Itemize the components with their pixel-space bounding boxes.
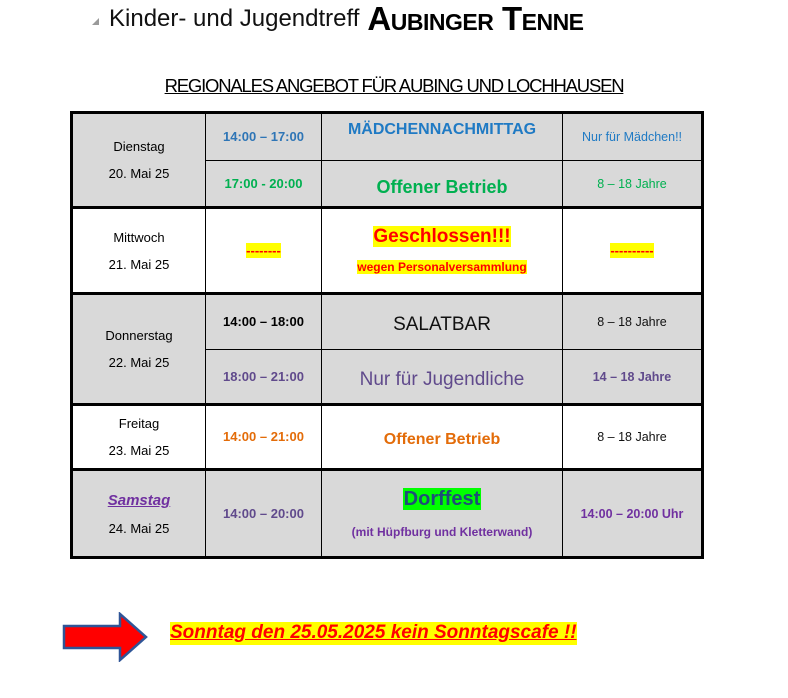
time-text: 17:00 - 20:00 [224, 175, 303, 191]
day-name: Donnerstag [105, 328, 173, 343]
day-date: 24. Mai 25 [108, 520, 170, 536]
time-cell [206, 405, 322, 470]
document-subtitle: REGIONALES ANGEBOT FÜR AUBING UND LOCHHAUSEN [164, 75, 624, 96]
closed-notice: Geschlossen!!! [373, 225, 511, 247]
header-title: Aubinger Tenne [367, 0, 584, 37]
note-text: 8 – 18 Jahre [597, 430, 667, 444]
activity-text: Dorffest [403, 488, 481, 510]
activity-text: SALATBAR [393, 314, 491, 335]
note-cell [563, 350, 703, 405]
note-cell [563, 470, 703, 558]
activity-cell [322, 470, 563, 558]
closed-reason: wegen Personalversammlung [357, 259, 527, 274]
note-cell [563, 208, 703, 294]
note-cell [563, 161, 703, 208]
activity-cell [322, 405, 563, 470]
time-cell [206, 161, 322, 208]
time-text: 14:00 – 17:00 [223, 129, 304, 144]
day-cell-thursday [72, 294, 206, 405]
day-cell-saturday [72, 470, 206, 558]
time-text: 14:00 – 18:00 [223, 314, 304, 329]
activity-text: Nur für Jugendliche [359, 368, 525, 390]
activity-text: Offener Betrieb [383, 431, 501, 448]
activity-cell [322, 113, 563, 161]
right-arrow-icon [62, 612, 148, 662]
activity-cell [322, 161, 563, 208]
note-text: 8 – 18 Jahre [597, 176, 667, 191]
collapse-triangle-icon[interactable] [92, 18, 99, 25]
day-name: Mittwoch [113, 229, 165, 245]
note-text: 14:00 – 20:00 Uhr [580, 506, 684, 521]
day-date: 23. Mai 25 [108, 443, 170, 458]
activity-cell [322, 208, 563, 294]
document-header [92, 0, 584, 38]
table-row [72, 470, 703, 558]
note-text: 14 – 18 Jahre [592, 369, 672, 384]
day-name: Freitag [118, 416, 160, 431]
time-cell [206, 208, 322, 294]
time-cell [206, 350, 322, 405]
note-text: ---------- [610, 242, 654, 258]
time-text: 14:00 – 21:00 [223, 429, 304, 444]
time-text: 18:00 – 21:00 [223, 368, 304, 384]
note-cell [563, 294, 703, 350]
schedule-table [70, 111, 704, 559]
time-text: -------- [246, 242, 281, 258]
day-cell-tuesday [72, 113, 206, 208]
header-prefix: Kinder- und Jugendtreff [109, 5, 360, 32]
note-cell [563, 405, 703, 470]
table-row [72, 294, 703, 350]
activity-cell [322, 294, 563, 350]
day-name: Dienstag [113, 139, 165, 154]
table-row [72, 208, 703, 294]
day-cell-friday [72, 405, 206, 470]
activity-cell [322, 350, 563, 405]
note-text: Nur für Mädchen!! [581, 130, 683, 144]
time-text: 14:00 – 20:00 [223, 505, 304, 521]
day-date: 21. Mai 25 [108, 256, 170, 272]
day-date: 22. Mai 25 [108, 355, 170, 370]
day-date: 20. Mai 25 [108, 166, 170, 181]
note-text: 8 – 18 Jahre [597, 315, 667, 329]
time-cell [206, 113, 322, 161]
note-cell [563, 113, 703, 161]
day-cell-wednesday [72, 208, 206, 294]
time-cell [206, 294, 322, 350]
day-name: Samstag [107, 491, 171, 509]
time-cell [206, 470, 322, 558]
activity-text: MÄDCHENNACHMITTAG [347, 121, 537, 138]
activity-subtext: (mit Hüpfburg und Kletterwand) [351, 525, 533, 539]
table-row [72, 405, 703, 470]
sunday-notice: Sonntag den 25.05.2025 kein Sonntagscafe !! [170, 622, 577, 643]
activity-text: Offener Betrieb [376, 177, 508, 197]
table-row [72, 113, 703, 161]
